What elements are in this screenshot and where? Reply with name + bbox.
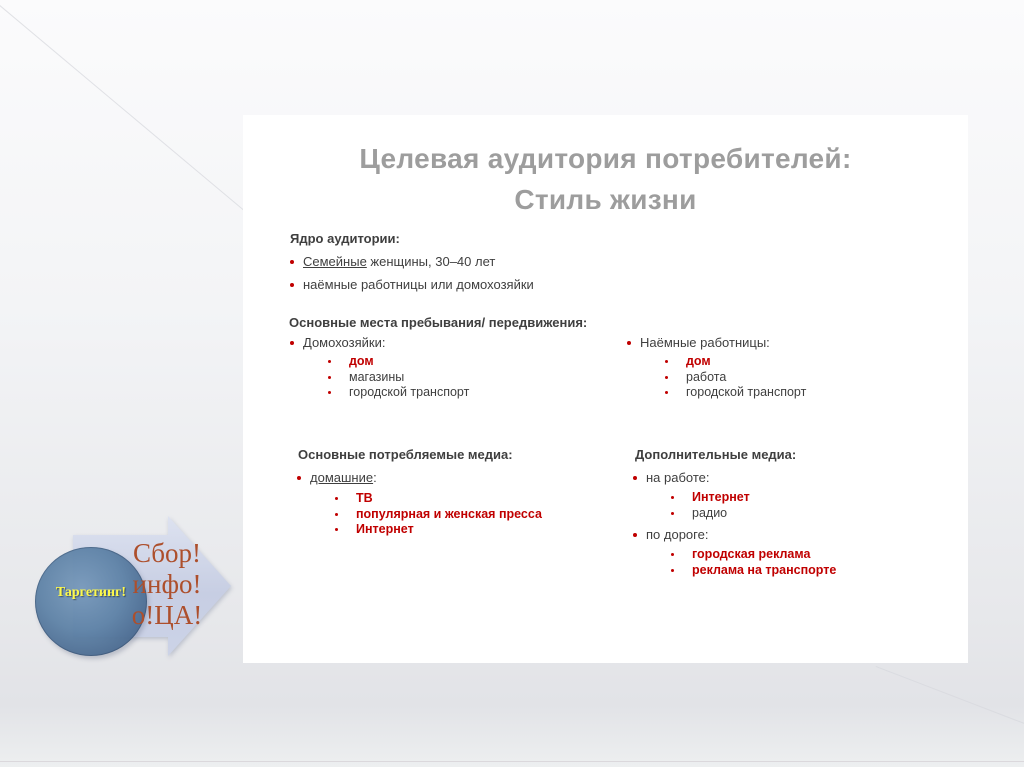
bullet-dot bbox=[633, 476, 637, 480]
background-diagonal-line-bottom bbox=[876, 666, 1024, 746]
list-item bbox=[671, 547, 836, 563]
bullet-dot bbox=[290, 283, 294, 287]
bullet-dot bbox=[665, 360, 668, 363]
media-main-header: Основные потребляемые медиа: bbox=[298, 447, 513, 462]
list-item bbox=[328, 385, 469, 401]
callout-arrow-text bbox=[118, 538, 216, 631]
media-main-item-2: популярная и женская пресса bbox=[356, 506, 542, 521]
background-diagonal-line-top bbox=[0, 0, 270, 232]
bullet-dot bbox=[335, 528, 338, 531]
bullet-dot bbox=[671, 569, 674, 572]
core-bullet-1-text bbox=[303, 254, 495, 270]
core-bullet-2 bbox=[290, 277, 534, 293]
media-extra-header: Дополнительные медиа: bbox=[635, 447, 797, 462]
bullet-dot bbox=[671, 512, 674, 515]
media-extra-group-work-label: на работе: bbox=[646, 470, 710, 485]
list-item bbox=[328, 354, 469, 370]
places-left-label-row bbox=[290, 335, 469, 351]
media-extra-group-work bbox=[633, 470, 836, 521]
bullet-dot bbox=[665, 376, 668, 379]
bullet-dot bbox=[633, 533, 637, 537]
places-right-item-1: дом bbox=[686, 354, 711, 368]
bullet-dot bbox=[290, 260, 294, 264]
list-item bbox=[665, 385, 806, 401]
places-right-sublist bbox=[627, 354, 806, 401]
bullet-dot bbox=[335, 497, 338, 500]
media-extra-road-item-2: реклама на транспорте bbox=[692, 562, 837, 577]
places-left-item-3: городской транспорт bbox=[349, 385, 470, 399]
places-left-item-2: магазины bbox=[349, 369, 405, 384]
bullet-dot bbox=[627, 341, 631, 345]
places-left-sublist bbox=[290, 354, 469, 401]
core-bullet-1-underlined: Семейные bbox=[303, 254, 367, 269]
slide bbox=[243, 115, 968, 663]
bullet-dot bbox=[297, 476, 301, 480]
places-left-item-1: дом bbox=[349, 354, 374, 368]
bullet-dot bbox=[335, 513, 338, 516]
bullet-dot bbox=[671, 553, 674, 556]
bullet-dot bbox=[671, 496, 674, 499]
list-item bbox=[335, 491, 542, 507]
places-right-label: Наёмные работницы: bbox=[640, 335, 770, 350]
slide-title bbox=[243, 138, 968, 220]
places-header: Основные места пребывания/ передвижения: bbox=[289, 315, 588, 330]
media-main-item-3: Интернет bbox=[356, 522, 414, 536]
arrow-text-line3: о!ЦА! bbox=[131, 600, 203, 630]
media-extra-group-work-label-row bbox=[633, 470, 836, 486]
list-item bbox=[665, 354, 806, 370]
media-extra-group-road-label-row bbox=[633, 527, 836, 543]
places-right-item-2: работа bbox=[686, 369, 727, 384]
list-item bbox=[671, 563, 836, 579]
media-main-column bbox=[297, 470, 542, 538]
section-core-audience bbox=[290, 231, 534, 293]
list-item bbox=[328, 370, 469, 386]
media-extra-group-road-sublist bbox=[633, 547, 836, 578]
media-extra-group-road-label: по дороге: bbox=[646, 527, 709, 542]
media-extra-work-item-2: радио bbox=[692, 505, 728, 520]
media-extra-group-work-sublist bbox=[633, 490, 836, 521]
media-main-label-suffix: : bbox=[373, 470, 377, 485]
core-bullet-1-rest: женщины, 30–40 лет bbox=[366, 254, 496, 269]
core-audience-header: Ядро аудитории: bbox=[290, 231, 400, 246]
media-extra-column bbox=[633, 470, 836, 584]
media-main-label-underlined: домашние bbox=[310, 470, 374, 485]
media-extra-group-road bbox=[633, 527, 836, 578]
media-extra-work-item-1: Интернет bbox=[692, 490, 750, 504]
bullet-dot bbox=[290, 341, 294, 345]
media-main-sublist bbox=[297, 491, 542, 538]
bullet-dot bbox=[328, 360, 331, 363]
places-left-label: Домохозяйки: bbox=[303, 335, 386, 350]
bullet-dot bbox=[328, 376, 331, 379]
list-item bbox=[665, 370, 806, 386]
places-right-label-row bbox=[627, 335, 806, 351]
list-item bbox=[671, 490, 836, 506]
list-item bbox=[671, 506, 836, 522]
bullet-dot bbox=[328, 391, 331, 394]
list-item bbox=[335, 522, 542, 538]
core-bullet-1 bbox=[290, 254, 534, 270]
media-extra-road-item-1: городская реклама bbox=[692, 547, 811, 561]
media-main-item-1: ТВ bbox=[356, 491, 373, 505]
arrow-text-line2: инфо! bbox=[132, 569, 202, 599]
slide-title-line2: Стиль жизни bbox=[514, 184, 697, 215]
media-main-label bbox=[310, 470, 377, 486]
places-housewives-column bbox=[290, 335, 469, 401]
targeting-badge-label: Таргетинг! bbox=[55, 584, 127, 600]
places-right-item-3: городской транспорт bbox=[686, 385, 807, 399]
bullet-dot bbox=[665, 391, 668, 394]
list-item bbox=[335, 507, 542, 523]
places-workers-column bbox=[627, 335, 806, 401]
bottom-edge-line bbox=[0, 761, 1024, 762]
core-bullet-2-text: наёмные работницы или домохозяйки bbox=[303, 277, 534, 292]
media-main-label-row bbox=[297, 470, 542, 486]
slide-title-line1: Целевая аудитория потребителей: bbox=[359, 143, 852, 174]
arrow-text-line1: Сбор! bbox=[132, 538, 202, 568]
